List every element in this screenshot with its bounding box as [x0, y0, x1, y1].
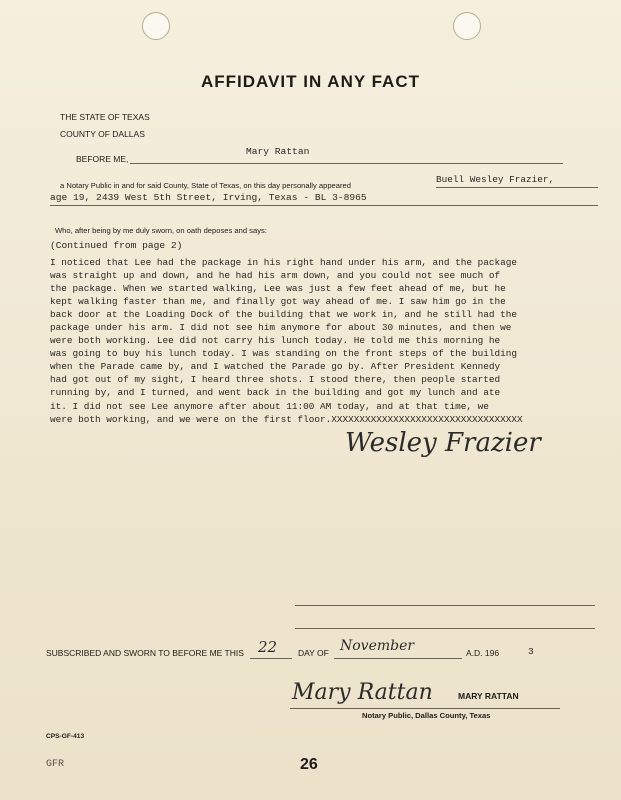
statement-line: it. I did not see Lee anymore after about 11:00 AM today, and at that time, we	[50, 400, 489, 412]
month-value: November	[340, 638, 415, 654]
affiant-signature: Wesley Frazier	[345, 428, 541, 458]
affiant-details: age 19, 2439 West 5th Street, Irving, Texas - BL 3-8965	[50, 192, 367, 203]
statement-line: was going to buy his lunch today. I was standing on the front steps of the building	[50, 348, 517, 360]
day-of-label: DAY OF	[298, 648, 329, 658]
day-value: 22	[258, 638, 278, 656]
statement-line: package under his arm. I did not see him anymore for about 30 minutes, and then we	[50, 322, 512, 334]
month-rule	[334, 658, 462, 659]
affiant-name-rule	[436, 187, 598, 188]
signature-rule	[295, 605, 595, 606]
document-title: AFFIDAVIT IN ANY FACT	[200, 72, 420, 91]
statement-line: the package. When we started walking, Lee was just a few feet ahead of me, but he	[50, 283, 506, 295]
form-code: CPS-GF-413	[46, 733, 85, 740]
notary-title: Notary Public, Dallas County, Texas	[362, 711, 491, 720]
notary-signature: Mary Rattan	[292, 680, 433, 705]
notary-clause: a Notary Public in and for said County, State of Texas, on this day personally appeared	[60, 181, 351, 190]
notary-name-typed: Mary Rattan	[246, 146, 310, 157]
affiant-details-rule	[50, 205, 598, 206]
statement-line: running by, and I turned, and went back in the building and got my lunch and ate	[50, 387, 501, 399]
notary-name-printed: MARY RATTAN	[458, 691, 519, 701]
notary-signature-rule	[290, 708, 560, 709]
before-me-rule	[130, 163, 563, 164]
before-me-label: BEFORE ME,	[76, 154, 129, 164]
year-label: A.D. 196	[466, 648, 500, 658]
subscribed-label: SUBSCRIBED AND SWORN TO BEFORE ME THIS	[46, 648, 244, 658]
sworn-clause: Who, after being by me duly sworn, on oath deposes and says:	[55, 226, 267, 235]
continued-note: (Continued from page 2)	[50, 240, 183, 251]
statement-line: I noticed that Lee had the package in his right hand under his arm, and the package	[50, 257, 517, 268]
county-line: COUNTY OF DALLAS	[60, 129, 145, 139]
affiant-name-typed: Buell Wesley Frazier,	[436, 174, 555, 185]
page-number: 26	[300, 756, 318, 773]
statement-body	[50, 256, 610, 426]
year-digit: 3	[528, 646, 534, 657]
statement-line: kept walking faster than me, and finally got way ahead of me. I saw him go in the	[50, 296, 506, 308]
statement-line: had got out of my sight, I heard three shots. I stood there, then people started	[50, 374, 501, 386]
state-line: THE STATE OF TEXAS	[60, 112, 150, 122]
punch-hole	[142, 12, 170, 40]
signature-rule	[295, 628, 595, 629]
statement-line: when the Parade came by, and I watched the Parade go by. After President Kennedy	[50, 361, 501, 373]
punch-hole	[453, 12, 481, 40]
statement-line: back door at the Loading Dock of the building that we work in, and he still had the	[50, 309, 517, 321]
statement-line: was straight up and down, and he had his arm down, and you could not see much of	[50, 270, 501, 282]
statement-line: were both working, and we were on the first floor.XXXXXXXXXXXXXXXXXXXXXXXXXXXXXXXXXX	[50, 413, 523, 425]
day-rule	[250, 658, 292, 659]
initials: GFR	[46, 759, 65, 770]
statement-line: were both working. Lee did not carry his lunch today. He told me this morning he	[50, 335, 501, 347]
